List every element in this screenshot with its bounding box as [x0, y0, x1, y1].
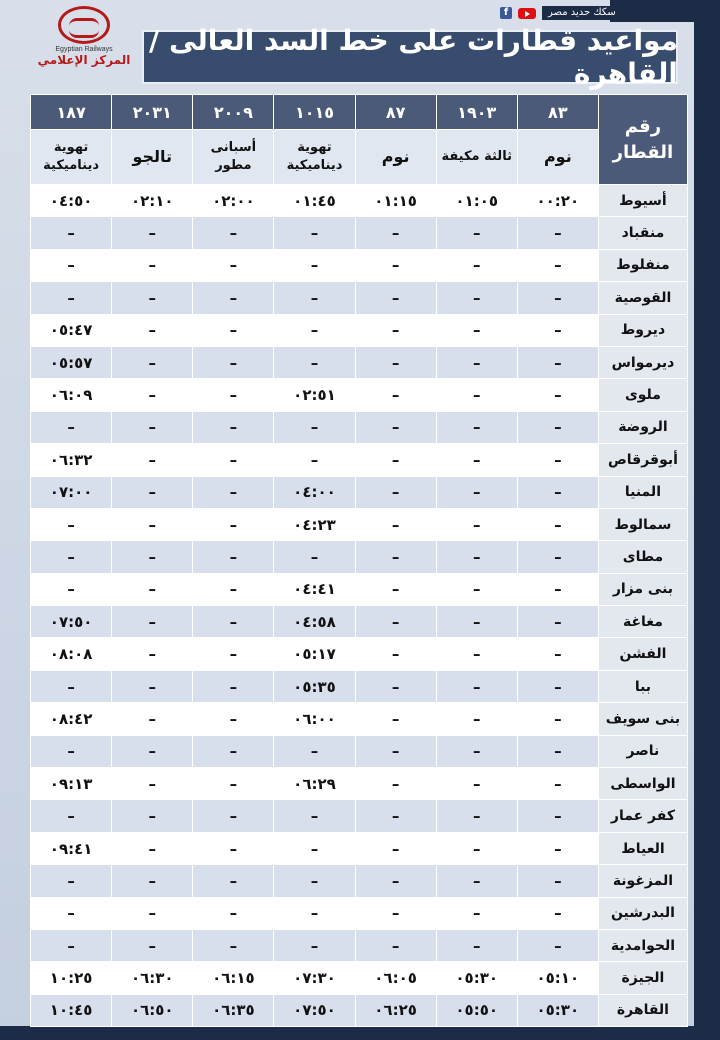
- time-cell: –: [193, 865, 274, 897]
- time-cell: –: [436, 476, 517, 508]
- station-name: الجيزة: [598, 962, 687, 994]
- time-cell: –: [436, 703, 517, 735]
- time-cell: –: [112, 768, 193, 800]
- time-cell: –: [517, 865, 598, 897]
- time-cell: –: [31, 411, 112, 443]
- time-cell: –: [31, 217, 112, 249]
- time-cell: –: [31, 249, 112, 281]
- station-name: كفر عمار: [598, 800, 687, 832]
- timetable: [30, 94, 688, 1027]
- table-row: [31, 703, 688, 735]
- time-cell: –: [355, 314, 436, 346]
- time-cell: –: [193, 249, 274, 281]
- table-row: [31, 638, 688, 670]
- table-row: [31, 768, 688, 800]
- station-name: الروضة: [598, 411, 687, 443]
- time-cell: –: [112, 476, 193, 508]
- time-cell: –: [274, 735, 355, 767]
- time-cell: –: [355, 411, 436, 443]
- train-type: تهوية ديناميكية: [274, 130, 355, 185]
- time-cell: ٠٦:٣٢: [31, 444, 112, 476]
- time-cell: –: [112, 541, 193, 573]
- time-cell: –: [193, 735, 274, 767]
- time-cell: –: [112, 444, 193, 476]
- time-cell: ٠٥:٣٠: [517, 994, 598, 1026]
- time-cell: –: [355, 800, 436, 832]
- time-cell: –: [355, 573, 436, 605]
- time-cell: ٠٧:٠٠: [31, 476, 112, 508]
- table-row: [31, 832, 688, 864]
- train-number: ٢٠٠٩: [193, 95, 274, 130]
- time-cell: ٠٥:٣٠: [436, 962, 517, 994]
- table-row: [31, 800, 688, 832]
- time-cell: –: [436, 832, 517, 864]
- table-row: [31, 865, 688, 897]
- time-cell: –: [517, 541, 598, 573]
- time-cell: ٠٢:١٠: [112, 185, 193, 217]
- time-cell: ٠٧:٥٠: [31, 606, 112, 638]
- time-cell: –: [355, 606, 436, 638]
- time-cell: –: [436, 411, 517, 443]
- time-cell: ٠٦:٠٥: [355, 962, 436, 994]
- station-name: الفشن: [598, 638, 687, 670]
- time-cell: –: [112, 282, 193, 314]
- time-cell: –: [31, 573, 112, 605]
- time-cell: –: [436, 865, 517, 897]
- station-name: ببا: [598, 670, 687, 702]
- time-cell: ٠٩:٤١: [31, 832, 112, 864]
- time-cell: –: [436, 606, 517, 638]
- time-cell: –: [274, 314, 355, 346]
- table-row: [31, 476, 688, 508]
- time-cell: ٠٦:١٥: [193, 962, 274, 994]
- time-cell: –: [112, 346, 193, 378]
- time-cell: –: [436, 573, 517, 605]
- time-cell: –: [193, 929, 274, 961]
- train-type: نوم: [517, 130, 598, 185]
- station-name: القاهرة: [598, 994, 687, 1026]
- youtube-icon[interactable]: [518, 8, 536, 19]
- table-row: [31, 962, 688, 994]
- time-cell: –: [193, 444, 274, 476]
- right-side-bar: [694, 0, 720, 1040]
- station-name: أبوقرقاص: [598, 444, 687, 476]
- time-cell: –: [355, 217, 436, 249]
- time-cell: ٠٤:٠٠: [274, 476, 355, 508]
- time-cell: ٠٦:٠٠: [274, 703, 355, 735]
- time-cell: –: [193, 314, 274, 346]
- time-cell: –: [517, 638, 598, 670]
- time-cell: –: [112, 606, 193, 638]
- time-cell: ٠١:٤٥: [274, 185, 355, 217]
- station-name: الحوامدية: [598, 929, 687, 961]
- time-cell: –: [355, 379, 436, 411]
- time-cell: –: [355, 249, 436, 281]
- train-number: ٨٧: [355, 95, 436, 130]
- time-cell: –: [436, 249, 517, 281]
- time-cell: –: [355, 768, 436, 800]
- station-name: منقباد: [598, 217, 687, 249]
- time-cell: –: [517, 314, 598, 346]
- time-cell: –: [193, 800, 274, 832]
- time-cell: –: [112, 217, 193, 249]
- time-cell: –: [274, 929, 355, 961]
- time-cell: ٠١:٠٥: [436, 185, 517, 217]
- time-cell: ٠٤:٥٠: [31, 185, 112, 217]
- time-cell: –: [112, 832, 193, 864]
- time-cell: –: [193, 832, 274, 864]
- train-number: ١٠١٥: [274, 95, 355, 130]
- time-cell: –: [517, 573, 598, 605]
- time-cell: –: [436, 508, 517, 540]
- time-cell: –: [355, 735, 436, 767]
- time-cell: –: [31, 282, 112, 314]
- time-cell: –: [436, 929, 517, 961]
- station-name: بنى سويف: [598, 703, 687, 735]
- time-cell: –: [193, 411, 274, 443]
- table-row: [31, 314, 688, 346]
- time-cell: –: [193, 282, 274, 314]
- time-cell: –: [112, 314, 193, 346]
- time-cell: –: [193, 703, 274, 735]
- time-cell: –: [31, 735, 112, 767]
- table-row: [31, 411, 688, 443]
- station-name: ديروط: [598, 314, 687, 346]
- time-cell: –: [517, 735, 598, 767]
- time-cell: –: [436, 282, 517, 314]
- time-cell: –: [436, 670, 517, 702]
- time-cell: –: [193, 346, 274, 378]
- table-row: [31, 346, 688, 378]
- train-number: ٢٠٣١: [112, 95, 193, 130]
- time-cell: –: [112, 379, 193, 411]
- social-bar: [500, 6, 688, 20]
- station-name: مطاى: [598, 541, 687, 573]
- time-cell: –: [31, 541, 112, 573]
- time-cell: –: [355, 929, 436, 961]
- time-cell: –: [193, 670, 274, 702]
- time-cell: –: [112, 638, 193, 670]
- time-cell: –: [355, 638, 436, 670]
- logo: [34, 6, 134, 72]
- logo-subtitle: Egyptian Railways: [55, 46, 113, 53]
- time-cell: –: [517, 508, 598, 540]
- time-cell: –: [31, 508, 112, 540]
- time-cell: ٠٨:٠٨: [31, 638, 112, 670]
- train-number: ١٨٧: [31, 95, 112, 130]
- time-cell: –: [31, 897, 112, 929]
- time-cell: –: [517, 379, 598, 411]
- time-cell: ٠٥:٥٠: [436, 994, 517, 1026]
- time-cell: –: [112, 800, 193, 832]
- table-row: [31, 444, 688, 476]
- time-cell: –: [436, 638, 517, 670]
- time-cell: –: [193, 379, 274, 411]
- train-type: تالجو: [112, 130, 193, 185]
- time-cell: –: [112, 249, 193, 281]
- train-type: نوم: [355, 130, 436, 185]
- time-cell: –: [517, 703, 598, 735]
- time-cell: –: [193, 476, 274, 508]
- station-name: مغاغة: [598, 606, 687, 638]
- time-cell: –: [517, 800, 598, 832]
- time-cell: –: [355, 541, 436, 573]
- train-type: تهوية ديناميكية: [31, 130, 112, 185]
- time-cell: ٠٤:٥٨: [274, 606, 355, 638]
- table-row: [31, 249, 688, 281]
- time-cell: –: [355, 282, 436, 314]
- station-name: العياط: [598, 832, 687, 864]
- time-cell: –: [274, 865, 355, 897]
- time-cell: –: [112, 670, 193, 702]
- time-cell: –: [274, 217, 355, 249]
- time-cell: ٠٨:٤٢: [31, 703, 112, 735]
- station-name: منفلوط: [598, 249, 687, 281]
- time-cell: –: [274, 411, 355, 443]
- time-cell: –: [517, 670, 598, 702]
- time-cell: –: [112, 897, 193, 929]
- page-title: مواعيد قطارات على خط السد العالى / القاهرة: [142, 30, 678, 84]
- time-cell: –: [436, 897, 517, 929]
- social-page-name: سكك حديد مصر: [542, 6, 622, 20]
- bottom-bar: [0, 1026, 720, 1040]
- time-cell: –: [112, 735, 193, 767]
- time-cell: ٠٦:٢٩: [274, 768, 355, 800]
- time-cell: –: [193, 897, 274, 929]
- time-cell: –: [193, 638, 274, 670]
- time-cell: –: [517, 929, 598, 961]
- time-cell: –: [355, 670, 436, 702]
- time-cell: –: [112, 929, 193, 961]
- station-name: ملوى: [598, 379, 687, 411]
- time-cell: –: [274, 800, 355, 832]
- time-cell: –: [112, 508, 193, 540]
- time-cell: –: [274, 282, 355, 314]
- table-row: [31, 282, 688, 314]
- table-row: [31, 929, 688, 961]
- table-row: [31, 379, 688, 411]
- station-name: بنى مزار: [598, 573, 687, 605]
- time-cell: –: [517, 411, 598, 443]
- time-cell: –: [274, 897, 355, 929]
- table-row: [31, 994, 688, 1026]
- time-cell: –: [517, 217, 598, 249]
- time-cell: –: [436, 379, 517, 411]
- station-name: ناصر: [598, 735, 687, 767]
- time-cell: –: [274, 346, 355, 378]
- station-name: البدرشين: [598, 897, 687, 929]
- time-cell: –: [355, 703, 436, 735]
- time-cell: –: [274, 832, 355, 864]
- time-cell: ٠٠:٢٠: [517, 185, 598, 217]
- time-cell: –: [355, 346, 436, 378]
- time-cell: –: [193, 541, 274, 573]
- railway-logo-icon: [58, 6, 110, 44]
- time-cell: ٠٤:٢٣: [274, 508, 355, 540]
- time-cell: ٠٦:٠٩: [31, 379, 112, 411]
- train-number: ١٩٠٣: [436, 95, 517, 130]
- time-cell: ٠٥:٣٥: [274, 670, 355, 702]
- time-cell: ٠٧:٣٠: [274, 962, 355, 994]
- time-cell: ٠٦:٢٥: [355, 994, 436, 1026]
- facebook-icon[interactable]: f: [500, 7, 512, 19]
- time-cell: –: [274, 444, 355, 476]
- time-cell: ٠٦:٣٠: [112, 962, 193, 994]
- station-name: الواسطى: [598, 768, 687, 800]
- train-number-header: رقم القطار: [598, 95, 687, 185]
- time-cell: –: [517, 346, 598, 378]
- time-cell: –: [436, 541, 517, 573]
- train-number: ٨٣: [517, 95, 598, 130]
- time-cell: –: [436, 735, 517, 767]
- time-cell: ١٠:٢٥: [31, 962, 112, 994]
- time-cell: –: [112, 865, 193, 897]
- time-cell: –: [274, 249, 355, 281]
- table-row: [31, 897, 688, 929]
- time-cell: –: [193, 217, 274, 249]
- time-cell: ١٠:٤٥: [31, 994, 112, 1026]
- time-cell: ٠٥:٥٧: [31, 346, 112, 378]
- time-cell: –: [517, 606, 598, 638]
- train-type: أسبانى مطور: [193, 130, 274, 185]
- time-cell: ٠١:١٥: [355, 185, 436, 217]
- time-cell: –: [31, 929, 112, 961]
- time-cell: –: [436, 314, 517, 346]
- time-cell: –: [355, 865, 436, 897]
- time-cell: ٠٥:١٧: [274, 638, 355, 670]
- time-cell: ٠٦:٥٠: [112, 994, 193, 1026]
- time-cell: ٠٥:١٠: [517, 962, 598, 994]
- time-cell: ٠٦:٣٥: [193, 994, 274, 1026]
- time-cell: –: [517, 249, 598, 281]
- time-cell: –: [193, 606, 274, 638]
- logo-text: المركز الإعلامي: [37, 53, 131, 67]
- time-cell: –: [355, 476, 436, 508]
- time-cell: –: [31, 800, 112, 832]
- time-cell: –: [436, 768, 517, 800]
- time-cell: –: [517, 444, 598, 476]
- time-cell: –: [436, 444, 517, 476]
- table-row: [31, 735, 688, 767]
- time-cell: ٠٢:٠٠: [193, 185, 274, 217]
- time-cell: –: [31, 670, 112, 702]
- time-cell: –: [193, 573, 274, 605]
- time-cell: ٠٥:٤٧: [31, 314, 112, 346]
- table-row: [31, 606, 688, 638]
- time-cell: –: [436, 800, 517, 832]
- table-row: [31, 541, 688, 573]
- table-row: [31, 670, 688, 702]
- train-type: ثالثة مكيفة: [436, 130, 517, 185]
- time-cell: –: [436, 217, 517, 249]
- time-cell: –: [193, 508, 274, 540]
- time-cell: ٠٩:١٣: [31, 768, 112, 800]
- time-cell: –: [517, 832, 598, 864]
- time-cell: –: [112, 411, 193, 443]
- time-cell: –: [112, 703, 193, 735]
- time-cell: –: [517, 897, 598, 929]
- station-name: ديرمواس: [598, 346, 687, 378]
- table-row: [31, 217, 688, 249]
- table-row: [31, 185, 688, 217]
- time-cell: ٠٤:٤١: [274, 573, 355, 605]
- time-cell: –: [355, 897, 436, 929]
- time-cell: –: [193, 768, 274, 800]
- time-cell: –: [436, 346, 517, 378]
- station-name: المزغونة: [598, 865, 687, 897]
- table-row: [31, 573, 688, 605]
- station-name: القوصية: [598, 282, 687, 314]
- time-cell: ٠٢:٥١: [274, 379, 355, 411]
- time-cell: –: [517, 768, 598, 800]
- time-cell: –: [355, 508, 436, 540]
- station-name: سمالوط: [598, 508, 687, 540]
- station-name: أسيوط: [598, 185, 687, 217]
- station-name: المنيا: [598, 476, 687, 508]
- time-cell: –: [517, 476, 598, 508]
- time-cell: –: [112, 573, 193, 605]
- time-cell: ٠٧:٥٠: [274, 994, 355, 1026]
- time-cell: –: [517, 282, 598, 314]
- time-cell: –: [31, 865, 112, 897]
- table-row: [31, 508, 688, 540]
- time-cell: –: [355, 832, 436, 864]
- time-cell: –: [274, 541, 355, 573]
- time-cell: –: [355, 444, 436, 476]
